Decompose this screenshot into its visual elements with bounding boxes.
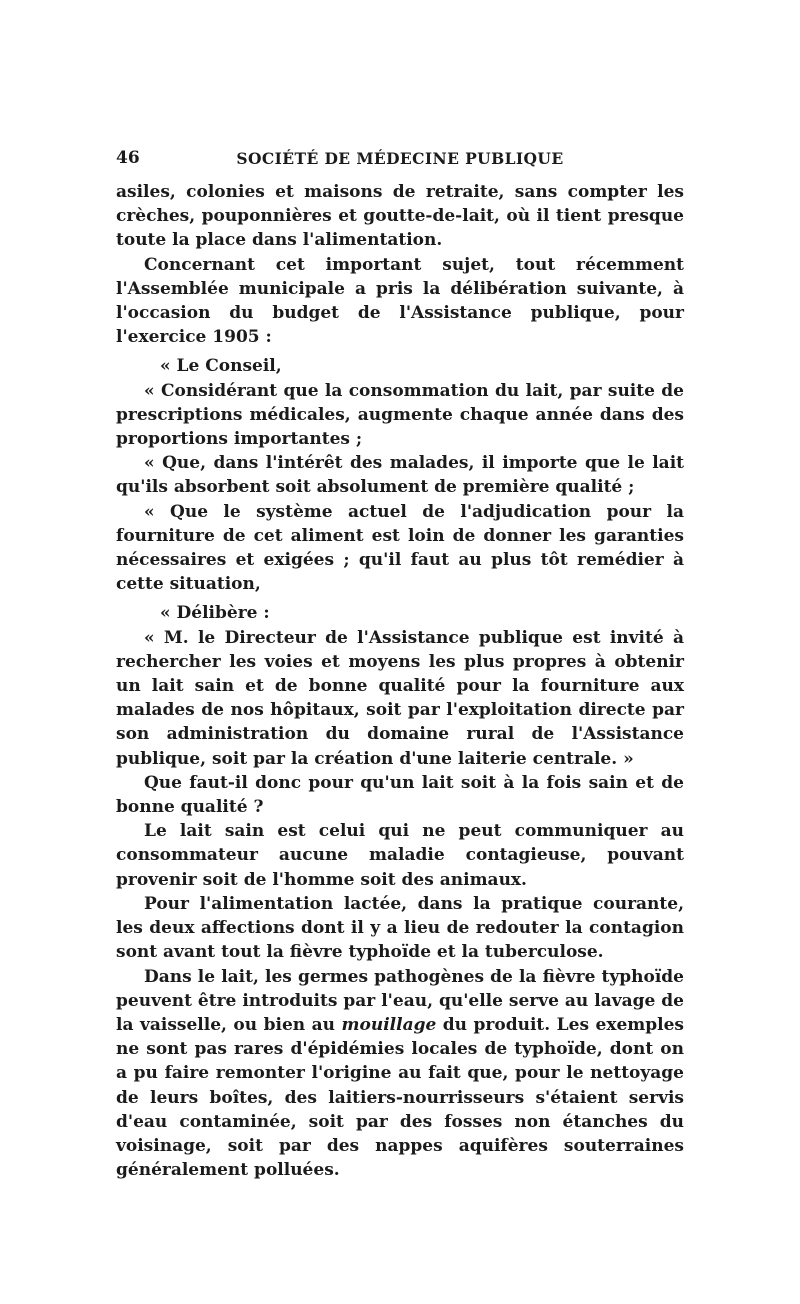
text-before-emphasis: Dans le lait, les germes pathogènes de la fièvre typhoïde peuvent être introduits par l'eau, qu'elle serve au lavage de la vaisselle, ou bien au <box>116 966 684 1035</box>
body-text <box>116 180 684 1182</box>
quote-le-conseil: « Le Conseil, <box>160 356 282 377</box>
paragraph-question: Que faut-il donc pour qu'un lait soit à la fois sain et de bonne qualité ? <box>116 772 684 818</box>
page-number: 46 <box>116 148 140 168</box>
emphasis-mouillage: mouillage <box>341 1014 437 1035</box>
paragraph-germes-pathogenes <box>116 965 684 1183</box>
quote-delibere: « Délibère : <box>160 603 270 624</box>
page-header <box>116 148 684 172</box>
quote-adjudication: « Que le système actuel de l'adjudication pour la fourniture de cet aliment est loin de donner les garanties nécessaires et exigées ; qu'il faut au plus tôt remédier à cette situation, <box>116 501 684 595</box>
paragraph-assemblee: Concernant cet important sujet, tout récemment l'Assemblée municipale a pris la délibération suivante, à l'occasion du budget de l'Assistance publique, pour l'exercice 1905 : <box>116 254 684 348</box>
quote-directeur: « M. le Directeur de l'Assistance publique est invité à rechercher les voies et moyens les plus propres à obtenir un lait sain et de bonne qualité pour la fourniture aux malades de nos hôpitaux, soit par l'exploitation directe par son administration du domaine rural de l'Assistance publique, soit par la création d'une laiterie centrale. » <box>116 627 684 769</box>
quote-interet-malades: « Que, dans l'intérêt des malades, il importe que le lait qu'ils absorbent soit absolument de première qualité ; <box>116 453 684 498</box>
text-after-emphasis: du produit. Les exemples ne sont pas rares d'épidémies locales de typhoïde, dont on a pu faire remonter l'origine au fait que, pour le nettoyage de leurs boîtes, des laitiers-nourrisseurs s'étaient servis d'eau contaminée, soit par des fosses non étanches du voisinage, soit par des nappes aquifères souterraines généralement polluées. <box>116 1014 685 1181</box>
paragraph-alimentation-lactee: Pour l'alimentation lactée, dans la pratique courante, les deux affections dont il y a lieu de redouter la contagion sont avant tout la fièvre typhoïde et la tuberculose. <box>116 893 684 963</box>
paragraph-continuation: asiles, colonies et maisons de retraite, sans compter les crèches, pouponnières et goutte-de-lait, où il tient presque toute la place dans l'alimentation. <box>116 182 684 251</box>
quote-considerant: « Considérant que la consommation du lait, par suite de prescriptions médicales, augmente chaque année dans des proportions importantes ; <box>116 380 684 450</box>
paragraph-lait-sain: Le lait sain est celui qui ne peut communiquer au consommateur aucune maladie contagieuse, pouvant provenir soit de l'homme soit des animaux. <box>116 821 684 890</box>
running-title: SOCIÉTÉ DE MÉDECINE PUBLIQUE <box>236 149 564 168</box>
